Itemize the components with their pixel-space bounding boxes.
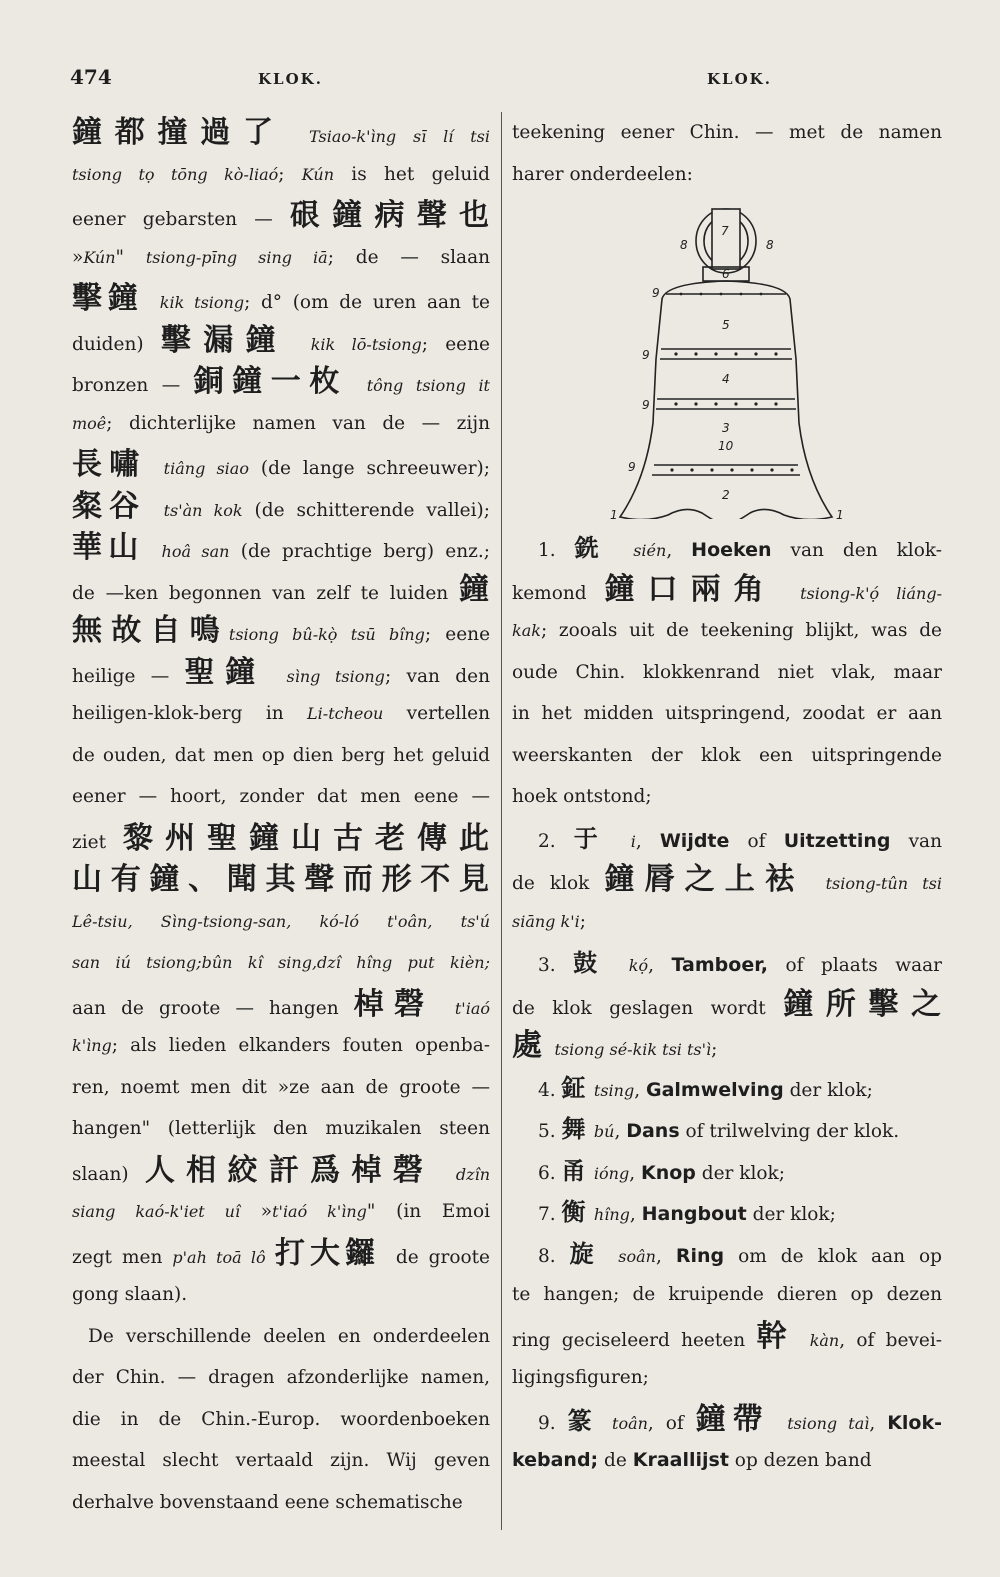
text-run: aan de groote — hangen bbox=[72, 997, 354, 1019]
romanization: moê bbox=[72, 413, 107, 433]
text-line bbox=[72, 859, 490, 901]
romanization: kik tsiong bbox=[159, 293, 245, 312]
romanization: kọ́ bbox=[628, 956, 649, 975]
text-run: , bbox=[648, 955, 672, 976]
romanization: Kún bbox=[83, 247, 116, 267]
text-run: ; de — slaan bbox=[327, 246, 490, 268]
text-line bbox=[72, 984, 490, 1026]
chinese-text: 棹磬 bbox=[353, 986, 455, 1022]
bold-term: Hangbout bbox=[641, 1203, 747, 1225]
romanization: sién bbox=[633, 541, 667, 560]
text-line bbox=[512, 1357, 942, 1399]
text-line bbox=[72, 1150, 490, 1192]
text-line bbox=[72, 1191, 490, 1233]
text-line bbox=[72, 1274, 490, 1316]
text-line bbox=[512, 569, 942, 611]
chinese-text: 硍鐘病聲也 bbox=[289, 198, 490, 233]
chinese-text: 鐘口兩角 bbox=[604, 571, 801, 607]
chinese-text: 甬 bbox=[561, 1155, 594, 1185]
text-run: ; d° (om de uren aan te bbox=[244, 292, 490, 313]
text-line bbox=[72, 361, 490, 403]
text-run: 2. bbox=[538, 830, 574, 852]
page-number: 474 bbox=[70, 65, 112, 89]
text-run: op dezen band bbox=[728, 1450, 872, 1471]
bold-term: Galmwelving bbox=[645, 1078, 784, 1101]
text-run: (de lange schreeuwer); bbox=[248, 458, 490, 479]
romanization: tsiong sé-kik tsi ts'ì bbox=[554, 1040, 712, 1059]
romanization: kik lō-tsiong bbox=[310, 334, 422, 354]
text-run: , bbox=[629, 1204, 642, 1225]
label-10: 10 bbox=[718, 439, 734, 453]
text-run: vertellen bbox=[383, 703, 490, 724]
chinese-text: 人相絞訐爲棹磬 bbox=[144, 1152, 456, 1188]
chinese-text: 華山 bbox=[72, 530, 162, 565]
romanization: tsiong tọ tōng kò-liaó bbox=[72, 164, 279, 184]
chinese-text: 衡 bbox=[561, 1197, 594, 1226]
text-run: te hangen; de kruipende dieren op dezen bbox=[512, 1284, 942, 1305]
text-line bbox=[512, 693, 942, 735]
chinese-text: 擊漏鐘 bbox=[160, 322, 311, 358]
chinese-text: 銑 bbox=[574, 533, 634, 562]
text-line bbox=[512, 112, 942, 154]
label-9-band2: 9 bbox=[642, 398, 650, 412]
bold-term: Tamboer, bbox=[671, 954, 768, 976]
text-run: duiden) bbox=[72, 333, 161, 355]
romanization: ts'àn kok bbox=[163, 500, 243, 520]
romanization: i bbox=[630, 831, 636, 851]
text-run: (de prachtige berg) enz.; bbox=[229, 541, 490, 562]
chinese-text: 擊鐘 bbox=[72, 281, 160, 316]
chinese-text: 打大鑼 bbox=[274, 1235, 396, 1271]
text-run: de klok bbox=[512, 873, 605, 894]
bold-term: Ring bbox=[675, 1244, 725, 1267]
text-line bbox=[72, 735, 490, 777]
romanization: t'iaó bbox=[454, 998, 490, 1018]
text-run: of plaats waar bbox=[768, 955, 942, 976]
chinese-text: 無故自鳴 bbox=[72, 613, 229, 648]
text-run: 4. bbox=[538, 1079, 562, 1101]
text-line bbox=[512, 1316, 942, 1358]
text-line bbox=[512, 1233, 942, 1275]
romanization: t'iaó k'ìng bbox=[272, 1202, 367, 1221]
running-head-right: KLOK. bbox=[707, 70, 772, 88]
chinese-text: 長嘯 bbox=[72, 447, 164, 482]
text-line bbox=[512, 1399, 942, 1441]
text-line bbox=[72, 901, 490, 943]
romanization: bú bbox=[593, 1122, 615, 1141]
label-6: 6 bbox=[722, 267, 730, 281]
text-run: ; dichterlijke namen van de — zijn bbox=[106, 412, 490, 434]
text-run: van bbox=[890, 830, 942, 852]
text-line bbox=[72, 1067, 490, 1109]
text-line bbox=[512, 1025, 942, 1067]
chinese-text: 篆 bbox=[567, 1405, 613, 1435]
romanization: san iú tsiong;bûn kî sing,dzî hîng put kièn; bbox=[72, 953, 490, 972]
romanization: siang kaó-k'iet uî bbox=[72, 1202, 241, 1221]
text-line bbox=[512, 735, 942, 777]
romanization: p'ah toā lô bbox=[172, 1247, 275, 1267]
text-line bbox=[72, 942, 490, 984]
text-run: hangen" (letterlijk den muzikalen steen bbox=[72, 1118, 490, 1139]
text-run: 5. bbox=[538, 1121, 562, 1142]
text-run: die in de Chin.-Europ. woordenboeken bbox=[72, 1408, 490, 1430]
text-line bbox=[512, 859, 942, 901]
text-line bbox=[72, 1399, 490, 1441]
text-line bbox=[72, 652, 490, 694]
text-line bbox=[72, 444, 490, 486]
text-line bbox=[72, 1357, 490, 1399]
text-run: , bbox=[869, 1412, 888, 1434]
text-line bbox=[512, 1067, 942, 1109]
right-column-intro bbox=[512, 112, 942, 195]
text-run: der klok; bbox=[746, 1204, 836, 1225]
text-run: gong slaan). bbox=[72, 1284, 188, 1305]
romanization: tông tsiong it bbox=[366, 376, 490, 395]
romanization: soân bbox=[618, 1246, 656, 1266]
romanization: tsiong taì bbox=[787, 1413, 870, 1433]
text-run: De verschillende deelen en onderdeelen bbox=[88, 1325, 490, 1347]
romanization: Lê-tsiu, Sìng-tsiong-san, kó-ló t'oân, ts'ú bbox=[72, 911, 490, 931]
text-run: 7. bbox=[538, 1204, 562, 1225]
label-7: 7 bbox=[721, 224, 729, 238]
text-run: , bbox=[666, 540, 692, 561]
chinese-text: 鉦 bbox=[561, 1072, 594, 1102]
text-run: , bbox=[629, 1162, 641, 1184]
text-run: de —ken begonnen van zelf te luiden bbox=[72, 582, 459, 604]
romanization: kak bbox=[512, 621, 541, 640]
right-column-entries bbox=[512, 527, 942, 1482]
romanization: tiâng siao bbox=[163, 459, 249, 478]
text-run: eener gebarsten — bbox=[72, 209, 290, 230]
text-run: ren, noemt men dit »ze aan de groote — bbox=[72, 1076, 490, 1098]
text-line bbox=[72, 112, 490, 154]
label-3: 3 bbox=[722, 421, 730, 435]
bell-diagram bbox=[606, 199, 846, 519]
text-run: of trilwelving der klok. bbox=[679, 1121, 900, 1142]
text-run: » bbox=[240, 1201, 273, 1222]
text-line bbox=[72, 1233, 490, 1275]
text-line bbox=[512, 1150, 942, 1192]
label-9-band1: 9 bbox=[642, 348, 650, 362]
text-line bbox=[72, 403, 490, 445]
bold-term: Knop bbox=[640, 1161, 696, 1184]
chinese-text: 鐘都撞過了 bbox=[72, 115, 309, 150]
text-run: 1. bbox=[538, 540, 575, 561]
text-run: (de schitterende vallei); bbox=[242, 499, 490, 521]
label-9-band3: 9 bbox=[628, 460, 636, 474]
text-run: , bbox=[614, 1121, 627, 1142]
label-2: 2 bbox=[722, 488, 730, 502]
chinese-text: 幹 bbox=[756, 1318, 810, 1354]
chinese-text: 鼓 bbox=[573, 948, 629, 977]
text-line bbox=[72, 1482, 490, 1524]
text-line bbox=[72, 320, 490, 362]
text-run: » bbox=[72, 246, 84, 268]
romanization: tsiong-k'ọ́ liáng- bbox=[800, 583, 942, 603]
text-line bbox=[72, 195, 490, 237]
text-run: om de klok aan op bbox=[724, 1245, 942, 1267]
bold-term: Kraallijst bbox=[632, 1449, 729, 1471]
text-run: ; eene bbox=[421, 333, 490, 355]
text-run: de klok geslagen wordt bbox=[512, 997, 784, 1019]
text-run: 8. bbox=[538, 1245, 570, 1267]
running-head-left: KLOK. bbox=[258, 70, 323, 88]
text-run: oude Chin. klokkenrand niet vlak, maar bbox=[512, 661, 942, 683]
text-line bbox=[512, 942, 942, 984]
hanging-bolt bbox=[712, 209, 740, 269]
chinese-text: 鐘所擊之 bbox=[783, 986, 942, 1022]
label-5: 5 bbox=[722, 318, 730, 332]
text-run: ; bbox=[711, 1039, 718, 1060]
text-line bbox=[512, 901, 942, 943]
chinese-text: 鐘脣之上袪 bbox=[604, 862, 826, 897]
text-run: der klok; bbox=[783, 1079, 873, 1101]
bold-term: Uitzetting bbox=[783, 829, 891, 852]
text-line bbox=[512, 1440, 942, 1482]
text-line bbox=[72, 1316, 490, 1358]
text-line bbox=[72, 776, 490, 818]
text-line bbox=[72, 693, 490, 735]
chinese-text: 于 bbox=[573, 823, 631, 853]
text-run: kemond bbox=[512, 582, 605, 604]
text-run: , bbox=[635, 830, 660, 852]
text-line bbox=[72, 610, 490, 652]
text-run: heiligen-klok-berg in bbox=[72, 703, 308, 724]
chinese-text: 舞 bbox=[561, 1114, 594, 1143]
text-run: de ouden, dat men op dien berg het geluid bbox=[72, 744, 490, 766]
text-run: ; van den bbox=[384, 665, 490, 687]
column-rule bbox=[501, 112, 502, 1530]
text-line bbox=[512, 610, 942, 652]
romanization: tsing bbox=[593, 1080, 635, 1100]
text-line bbox=[72, 818, 490, 860]
text-run: bronzen — bbox=[72, 375, 194, 396]
romanization: tsiong-tûn tsi bbox=[825, 874, 942, 893]
romanization: hoâ san bbox=[161, 542, 230, 561]
chinese-text: 聖鐘 bbox=[184, 654, 287, 690]
chinese-text: 黎州聖鐘山古老傳此 bbox=[122, 820, 490, 856]
romanization: Kún bbox=[301, 164, 335, 184]
text-run: ; zooals uit de teekening blijkt, was de bbox=[540, 620, 942, 641]
text-line bbox=[512, 776, 942, 818]
text-line bbox=[512, 984, 942, 1026]
text-line bbox=[72, 1108, 490, 1150]
text-run: harer onderdeelen: bbox=[512, 163, 693, 185]
text-line bbox=[512, 652, 942, 694]
romanization: Tsiao-k'ìng sī lí tsi bbox=[308, 127, 490, 146]
text-line bbox=[512, 154, 942, 196]
label-8-left: 8 bbox=[680, 238, 688, 252]
romanization: sìng tsiong bbox=[286, 666, 385, 686]
text-line bbox=[512, 818, 942, 860]
text-run: " bbox=[115, 246, 146, 268]
text-run: ; bbox=[579, 910, 586, 932]
text-run: , bbox=[634, 1079, 646, 1101]
label-9-top: 9 bbox=[652, 286, 660, 300]
chinese-text: 鐘帶 bbox=[695, 1401, 788, 1437]
text-run: , bbox=[655, 1245, 676, 1267]
text-run: ; eene bbox=[424, 624, 490, 645]
text-line bbox=[512, 1108, 942, 1150]
text-line bbox=[72, 278, 490, 320]
romanization: kàn bbox=[809, 1330, 840, 1350]
text-run: 9. bbox=[538, 1412, 568, 1434]
text-line bbox=[72, 1025, 490, 1067]
romanization: toân bbox=[612, 1413, 648, 1433]
text-run: de bbox=[598, 1450, 633, 1471]
text-run: teekening eener Chin. — met de namen bbox=[512, 122, 942, 143]
text-run: derhalve bovenstaand eene schematische bbox=[72, 1491, 463, 1513]
romanization: hîng bbox=[593, 1205, 630, 1224]
bold-term: Dans bbox=[626, 1120, 680, 1142]
romanization: siāng k'i bbox=[512, 911, 580, 931]
chinese-text: 山有鐘、聞其聲而形不見 bbox=[72, 862, 490, 897]
text-line bbox=[512, 527, 942, 569]
label-8-right: 8 bbox=[766, 238, 774, 252]
text-run: meestal slecht vertaald zijn. Wij geven bbox=[72, 1450, 490, 1471]
text-run: ring geciseleerd heeten bbox=[512, 1329, 757, 1351]
chinese-text: 處 bbox=[512, 1028, 555, 1063]
text-run: eener — hoort, zonder dat men eene — bbox=[72, 786, 490, 807]
text-run: in het midden uitspringend, zoodat er aan bbox=[512, 703, 942, 724]
text-line bbox=[72, 1440, 490, 1482]
text-run: of bbox=[729, 830, 784, 852]
chinese-text: 粲谷 bbox=[72, 488, 164, 524]
romanization: tsiong bû-kọ̀ tsū bîng bbox=[228, 625, 425, 644]
left-column bbox=[72, 112, 490, 1523]
label-1-right: 1 bbox=[836, 508, 844, 519]
text-run: van den klok- bbox=[771, 540, 942, 561]
text-run: slaan) bbox=[72, 1163, 145, 1185]
text-run: ziet bbox=[72, 831, 123, 853]
text-run: heilige — bbox=[72, 665, 185, 687]
text-run: , of bbox=[647, 1412, 696, 1434]
text-run: 6. bbox=[538, 1162, 562, 1184]
bell-body bbox=[620, 281, 832, 519]
label-4: 4 bbox=[722, 372, 730, 386]
romanization: ióng bbox=[593, 1163, 630, 1183]
bold-term: Klok- bbox=[887, 1411, 942, 1434]
bell-figure bbox=[512, 195, 942, 527]
text-run: de groote bbox=[395, 1246, 490, 1268]
text-run: der Chin. — dragen afzonderlijke namen, bbox=[72, 1367, 490, 1388]
romanization: k'ìng bbox=[72, 1036, 112, 1055]
bold-term: keband; bbox=[512, 1449, 599, 1471]
text-run: " (in Emoi bbox=[366, 1201, 490, 1222]
text-line bbox=[72, 569, 490, 611]
text-line bbox=[72, 154, 490, 196]
text-line bbox=[72, 486, 490, 528]
right-column bbox=[512, 112, 942, 1482]
text-line bbox=[72, 237, 490, 279]
text-run: ligingsfiguren; bbox=[512, 1367, 649, 1388]
text-run: der klok; bbox=[695, 1162, 785, 1184]
bold-term: Hoeken bbox=[691, 539, 772, 561]
text-run: weerskanten der klok een uitspringende bbox=[512, 744, 942, 766]
romanization: tsiong-pīng sing iā bbox=[145, 247, 328, 267]
chinese-text: 銅鐘一枚 bbox=[193, 364, 367, 399]
text-run: 3. bbox=[538, 955, 574, 976]
text-line bbox=[72, 527, 490, 569]
chinese-text: 旋 bbox=[569, 1238, 619, 1268]
text-line bbox=[512, 1191, 942, 1233]
text-run: , of bevei- bbox=[839, 1329, 942, 1351]
romanization: Li-tcheou bbox=[307, 704, 384, 723]
chinese-text: 鐘 bbox=[459, 571, 490, 607]
label-1-left: 1 bbox=[610, 508, 618, 519]
text-line bbox=[512, 1274, 942, 1316]
text-run: is het geluid bbox=[334, 163, 490, 185]
text-run: hoek ontstond; bbox=[512, 786, 652, 807]
bold-term: Wijdte bbox=[659, 829, 730, 852]
text-run: ; bbox=[278, 163, 302, 185]
text-run: ; als lieden elkanders fouten openba- bbox=[111, 1035, 490, 1056]
romanization: dzîn bbox=[455, 1164, 490, 1184]
text-run: zegt men bbox=[72, 1246, 173, 1268]
